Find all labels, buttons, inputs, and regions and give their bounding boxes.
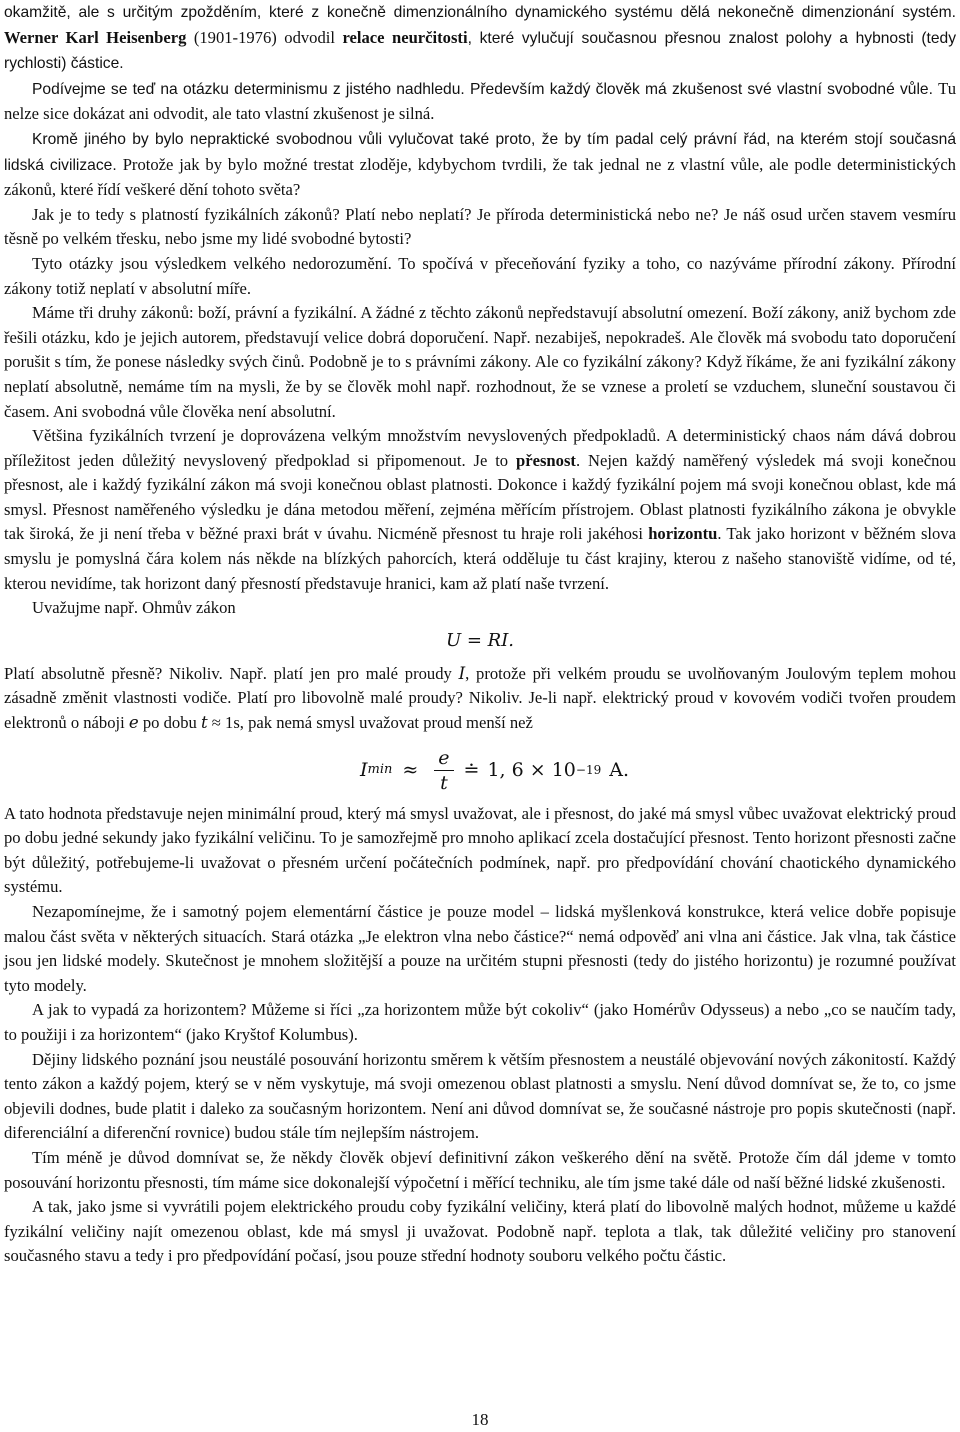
text-run: Jak je to tedy s platností fyzikálních zákonů? Platí nebo neplatí? Je příroda deterministická nebo ne? Je náš osud určen stavem vesmíru těsně po velkém třesku, nebo jsme my lidé svobodné bytosti?	[4, 204, 956, 249]
text-run: . Tak jako horizont v běžném slova smyslu je pomyslná čára kolem nás někde na blízkých pahorcích, která odděluje tu část krajiny, kterou z našeho stanoviště vidíme, od té, kterou nevidíme, tak horizont daný přesností představuje hranici, kam až platí naše tvrzení.	[4, 524, 956, 593]
paragraph-p1	[4, 77, 956, 127]
eq-approx: ≈	[402, 758, 419, 781]
paragraph-p11	[4, 998, 956, 1047]
text-block-b	[4, 662, 956, 736]
eq-lhs-sub: min	[367, 761, 393, 777]
text-run: Kromě jiného by bylo nepraktické svobodnou vůli vylučovat také proto, že by tím padal celý právní řád, na kterém stojí současná lidská civilizace.	[4, 130, 956, 174]
text-run: (1901-1976) odvodil	[186, 27, 343, 47]
text-run: A tak, jako jsme si vyvrátili pojem elektrického proudu coby fyzikální veličiny, která platí do libovolně malých hodnot, můžeme u každé fyzikální veličiny najít omezenou oblast, kde má smysl ji uvažovat. Podobně např. teplota a tlak, tak důležité veličiny pro stanovení současného stavu a tedy i pro předpovídání počasí, jsou pouze střední hodnoty souboru velkého počtu částic.	[4, 1197, 956, 1266]
paragraph-p8	[4, 662, 956, 736]
paragraph-p0	[4, 0, 956, 77]
equation-imin	[4, 736, 956, 802]
text-run: Tím méně je důvod domnívat se, že někdy člověk objeví definitivní zákon veškerého dění na světě. Protože čím dál jdeme v tomto posouvání horizontu přesnosti, tím máme sice dokonalejší výpočetní i měřící techniku, ale tím jsme také dále od naší běžné lidské zkušenosti.	[4, 1147, 956, 1192]
eq-doteq: ≐	[463, 758, 480, 781]
text-run: Máme tři druhy zákonů: boží, právní a fyzikální. A žádné z těchto zákonů nepředstavují absolutní omezení. Boží zákony, aniž bychom zde řešili otázku, kdo je jejich autorem, představují velice dobrá doporučení. Např. nezabiješ, nepokradeš. Ale člověk má svobodu tato doporučení porušit s tím, že ponese následky svých činů. Podobně je to s právními zákony. Ale co fyzikální zákony? Když říkáme, že ani fyzikální zákony neplatí absolutně, nemáme tím na mysli, že by se člověk mohl např. rozhodnout, že se vznese a proletí se vzduchem, sluneční soustavou či časem. Ani svobodná vůle člověka není absolutní.	[4, 303, 956, 421]
text-run: A tato hodnota představuje nejen minimální proud, který má smysl uvažovat, ale i přesnost, do jaké má smysl vůbec uvažovat elektrický proud po dobu jedné sekundy jako fyzikální veličinu. To je samozřejmě pro mnoho aplikací zcela dostačující přesnost. Tento horizont přesnosti začne být důležitý, potřebujeme-li uvažovat o přesném určení počátečních podmínek, např. pro předpovídání chování chaotického dynamického systému.	[4, 803, 956, 897]
eq-denominator: t	[440, 771, 448, 794]
text-run: e	[128, 713, 139, 733]
document-body	[4, 0, 956, 1269]
eq-exponent: −19	[575, 762, 602, 777]
eq-lhs: I	[360, 758, 368, 781]
equation-ohm-text: U = RI.	[445, 629, 515, 651]
eq-fraction	[434, 748, 453, 793]
paragraph-p14	[4, 1195, 956, 1269]
text-block-c	[4, 802, 956, 1269]
text-run: Tyto otázky jsou výsledkem velkého nedorozumění. To spočívá v přeceňování fyziky a toho, co nazýváme přírodní zákony. Přírodní zákony totiž neplatí v absolutní míře.	[4, 253, 956, 298]
text-run: po dobu	[138, 713, 201, 733]
text-run: Werner Karl Heisenberg	[4, 27, 187, 47]
text-run: A jak to vypadá za horizontem? Můžeme si říci „za horizontem může být cokoliv“ (jako Homérův Odysseus) a nebo „co se naučím tady, to použiji i za horizontem“ (jako Kryštof Kolumbus).	[4, 1000, 956, 1044]
equation-ohm	[4, 627, 956, 654]
paragraph-p13	[4, 1146, 956, 1195]
text-run: . Nejen každý naměřený výsledek má svoji konečnou přesnost, ale i každý fyzikální zákon má svoji konečnou oblast platnosti. Dokonce i každý fyzikální pojem má svoji konečnou oblast, kde má smysl. Přesnost naměřeného výsledku je dána metodou měření, zejména měřícím přístrojem. Oblast platnosti fyzikálního zákona je obvykle tak široká, že ji není třeba v běžné praxi brát v úvahu. Nicméně přesnost tu hraje roli jakéhosi	[4, 450, 956, 544]
text-run: t	[200, 713, 208, 733]
paragraph-p9	[4, 802, 956, 900]
text-run: Většina fyzikálních tvrzení je doprovázena velkým množstvím nevyslovených předpokladů. A deterministický chaos nám dává dobrou příležitost jeden důležitý nevyslovený předpoklad si připomenout. Je to	[4, 426, 956, 470]
paragraph-p10	[4, 900, 956, 998]
page-number: 18	[471, 1410, 489, 1429]
eq-numerator: e	[434, 748, 453, 771]
text-run: , které vylučují současnou přesnou znalost polohy a hybnosti (tedy rychlosti) částice.	[4, 29, 957, 73]
paragraph-p12	[4, 1048, 956, 1146]
text-run: Tu nelze sice dokázat ani odvodit, ale tato vlastní zkušenost je silná.	[4, 78, 956, 124]
text-run: okamžitě, ale s určitým zpožděním, které z konečně dimenzionálního dynamického systému dělá nekonečně dimenzionání systém.	[4, 4, 956, 21]
text-run: Nezapomínejme, že i samotný pojem elementární částice je pouze model – lidská myšlenková konstrukce, která velice dobře popisuje malou část světa v některých situacích. Stará otázka „Je elektron vlna nebo částice?“ nemá odpověď ani vlna ani částice. Jak vlna, tak částice jsou jen lidské modely. Skutečnost je mnohem složitější a pouze na určitém stupni přesnosti (tedy do jistého horizontu) je rozumné používat tyto modely.	[4, 902, 956, 995]
text-run: Platí absolutně přesně? Nikoliv. Např. platí jen pro malé proudy	[4, 663, 459, 683]
paragraph-p4	[4, 252, 956, 301]
text-run: I	[458, 663, 466, 683]
eq-value: 1, 6 × 10	[487, 758, 576, 781]
paragraph-p2	[4, 127, 956, 203]
paragraph-p7	[4, 596, 956, 621]
equation-imin-row	[360, 748, 629, 793]
eq-unit: A.	[609, 758, 629, 781]
text-run: Uvažujme např. Ohmův zákon	[32, 598, 236, 618]
text-run: , protože při velkém proudu se uvolňovaným Joulovým teplem mohou zásadně změnit vlastnosti vodiče. Platí pro libovolně malé proudy? Nikoliv. Je-li např. elektrický proud v kovovém vodiči tvořen proudem elektronů o náboji	[4, 663, 956, 733]
text-run: ≈ 1s, pak nemá smysl uvažovat proud menší než	[207, 713, 533, 733]
text-run: Protože jak by bylo možné trestat zloděje, kdybychom tvrdili, že tak jednal ne z vlastní vůle, ale podle deterministických zákonů, které řídí veškeré dění tohoto světa?	[4, 154, 956, 200]
text-block-a	[4, 0, 956, 621]
paragraph-p6	[4, 424, 956, 596]
text-run: přesnost	[516, 450, 576, 470]
paragraph-p5	[4, 301, 956, 424]
text-run: Dějiny lidského poznání jsou neustálé posouvání horizontu směrem k větším přesnostem a neustálé objevování nových zákonitostí. Každý tento zákon a každý pojem, který se v něm vyskytuje, má svoji omezenou oblast platnosti a smyslu. Není důvod domnívat se, že to, co jsme objevili dodnes, bude platit i daleko za současným horizontem. Není ani důvod domnívat se, že současné nástroje pro popis skutečnosti (např. diferenciální a diferenční rovnice) budou stále tím nejlepším nástrojem.	[4, 1049, 956, 1143]
text-run: relace neurčitosti	[342, 27, 468, 47]
paragraph-p3	[4, 203, 956, 252]
text-run: Podívejme se teď na otázku determinismu z jistého nadhledu. Především každý člověk má zkušenost své vlastní svobodné vůle.	[32, 80, 939, 98]
text-run: horizontu	[648, 524, 718, 544]
